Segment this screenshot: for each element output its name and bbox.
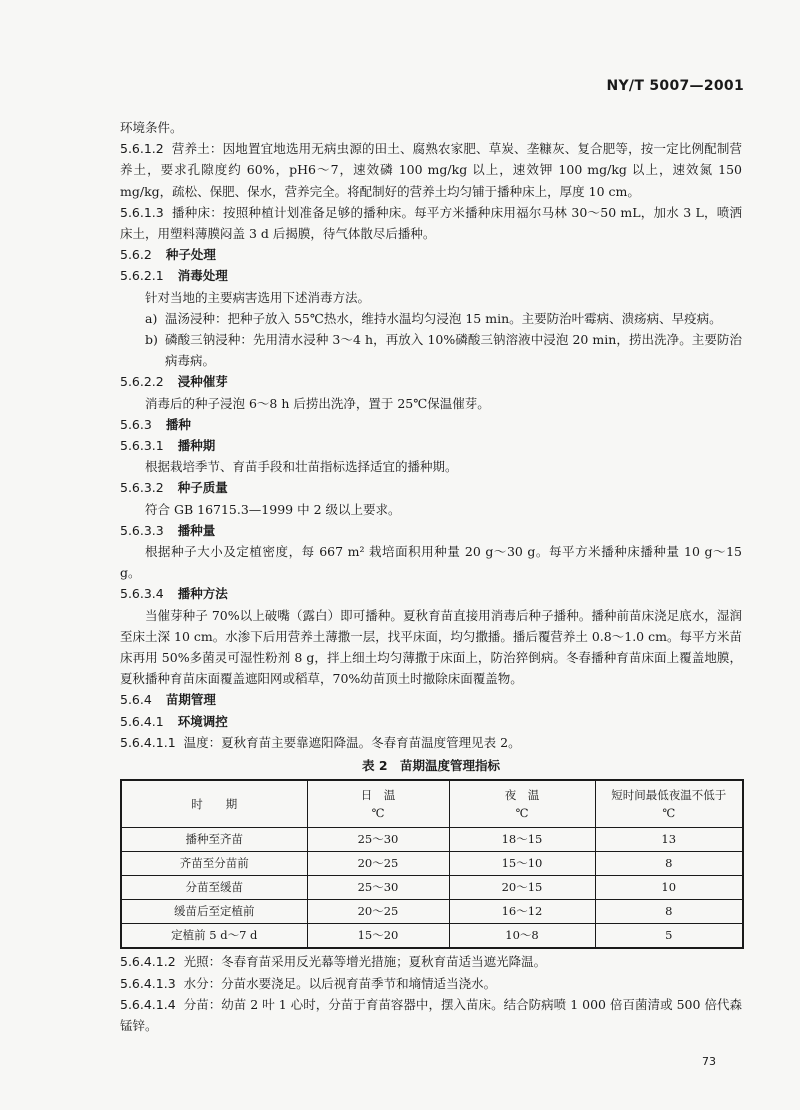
clause-number: 5.6.1.2 [120, 141, 164, 157]
table-cell: 分苗至缓苗 [121, 876, 307, 900]
header-night-temp [449, 780, 595, 828]
heading-5-6-2-2 [120, 371, 742, 392]
list-item-text: 磷酸三钠浸种：先用清水浸种 3～4 h，再放入 10%磷酸三钠溶液中浸泡 20 min，捞出洗净。主要防治病毒病。 [165, 332, 742, 369]
header-period [121, 780, 307, 828]
header-unit: ℃ [371, 806, 385, 821]
clause-text: 分苗：幼苗 2 叶 1 心时，分苗于育苗容器中，摆入苗床。结合防病喷 1 000 倍百菌清或 500 倍代森锰锌。 [120, 996, 742, 1033]
table-cell: 8 [595, 900, 743, 924]
page-number: 73 [702, 1055, 716, 1068]
table-row [121, 852, 743, 876]
heading-number: 5.6.2 [120, 247, 152, 263]
document-body [120, 117, 742, 1036]
paragraph: 根据种子大小及定植密度，每 667 m² 栽培面积用种量 20 g～30 g。每平方米播种床播种量 10 g～15 g。 [120, 544, 742, 581]
heading-5-6-3-1 [120, 435, 742, 456]
clause-number: 5.6.4.1.1 [120, 734, 176, 750]
heading-title: 播种 [165, 416, 191, 432]
table-cell: 25～30 [307, 828, 449, 852]
heading-5-6-3-4 [120, 583, 742, 604]
table-row [121, 876, 743, 900]
table-row [121, 924, 743, 949]
table-cell: 20～15 [449, 876, 595, 900]
header-label: 夜 温 [504, 788, 540, 803]
list-marker: a) [145, 310, 158, 326]
table-cell: 20～25 [307, 852, 449, 876]
heading-title: 环境调控 [177, 713, 228, 729]
table-cell: 20～25 [307, 900, 449, 924]
heading-title: 播种方法 [177, 586, 228, 602]
clause-5-6-4-1-3 [120, 973, 742, 994]
heading-5-6-3-3 [120, 520, 742, 541]
table-cell: 16～12 [449, 900, 595, 924]
table-cell: 8 [595, 852, 743, 876]
table-cell: 定植前 5 d～7 d [121, 924, 307, 949]
heading-number: 5.6.3.1 [120, 438, 164, 454]
table-cell: 25～30 [307, 876, 449, 900]
heading-5-6-4 [120, 689, 742, 710]
heading-5-6-4-1 [120, 711, 742, 732]
table-cell: 10～8 [449, 924, 595, 949]
heading-5-6-3 [120, 414, 742, 435]
header-unit: ℃ [515, 806, 529, 821]
heading-title: 苗期管理 [165, 692, 216, 708]
standard-number: NY/T 5007—2001 [606, 78, 744, 94]
clause-5-6-1-3 [120, 202, 742, 244]
list-marker: b) [145, 332, 158, 348]
temperature-table [120, 779, 744, 949]
clause-5-6-1-2 [120, 138, 742, 202]
clause-5-6-4-1-1 [120, 732, 742, 753]
header-unit: ℃ [662, 806, 676, 821]
heading-number: 5.6.4.1 [120, 713, 164, 729]
clause-text: 营养土：因地置宜地选用无病虫源的田土、腐熟农家肥、草炭、垄糠灰、复合肥等，按一定比例配制营养土，要求孔隙度约 60%，pH6～7，速效磷 100 mg/kg 以上，速效钾 100 mg/kg 以上，速效氮 150 mg/kg，疏松、保肥、保水，营养完全。将配制好的营养土均匀铺于播种床上，厚度 10 cm。 [120, 141, 742, 199]
continuation-line: 环境条件。 [120, 120, 183, 135]
header-label: 时 期 [191, 797, 238, 812]
heading-number: 5.6.3.4 [120, 586, 164, 602]
table-title: 表 2 苗期温度管理指标 [361, 758, 501, 774]
clause-number: 5.6.4.1.3 [120, 975, 176, 991]
heading-title: 种子质量 [177, 480, 228, 496]
heading-number: 5.6.4 [120, 692, 152, 708]
paragraph: 当催芽种子 70%以上破嘴（露白）即可播种。夏秋育苗直接用消毒后种子播种。播种前苗床浇足底水，湿润至床土深 10 cm。水渗下后用营养土薄撒一层，找平床面，均匀撒播。播后覆营养土 0.8～1.0 cm。每平方米苗床再用 50%多菌灵可湿性粉剂 8 g，拌上细土均匀薄撒于床面上，防治猝倒病。冬春播种育苗床面上覆盖地膜，夏秋播种育苗床面覆盖遮阳网或稻草，70%幼苗顶土时撤除床面覆盖物。 [120, 607, 742, 687]
list-item-b [120, 329, 742, 371]
heading-number: 5.6.2.1 [120, 268, 164, 284]
table-cell: 齐苗至分苗前 [121, 852, 307, 876]
clause-number: 5.6.1.3 [120, 204, 164, 220]
clause-number: 5.6.4.1.4 [120, 996, 176, 1012]
header-label: 短时间最低夜温不低于 [611, 788, 727, 803]
clause-text: 温度：夏秋育苗主要靠遮阳降温。冬春育苗温度管理见表 2。 [183, 734, 521, 750]
table-cell: 缓苗后至定植前 [121, 900, 307, 924]
heading-title: 播种量 [177, 522, 216, 538]
clause-number: 5.6.4.1.2 [120, 954, 176, 970]
heading-number: 5.6.2.2 [120, 374, 164, 390]
table-cell: 18～15 [449, 828, 595, 852]
table-cell: 13 [595, 828, 743, 852]
table-cell: 播种至齐苗 [121, 828, 307, 852]
paragraph: 符合 GB 16715.3—1999 中 2 级以上要求。 [145, 501, 401, 517]
paragraph: 针对当地的主要病害选用下述消毒方法。 [145, 289, 371, 305]
heading-number: 5.6.3 [120, 416, 152, 432]
heading-title: 种子处理 [165, 247, 216, 263]
clause-text: 播种床：按照种植计划准备足够的播种床。每平方米播种床用福尔马林 30～50 mL，加水 3 L，喷洒床土，用塑料薄膜闷盖 3 d 后揭膜，待气体散尽后播种。 [120, 204, 742, 242]
heading-title: 消毒处理 [177, 268, 228, 284]
heading-number: 5.6.3.3 [120, 522, 164, 538]
clause-text: 水分：分苗水要浇足。以后视育苗季节和墒情适当浇水。 [183, 975, 497, 991]
list-item-a [120, 308, 742, 329]
header-day-temp [307, 780, 449, 828]
clause-5-6-4-1-4 [120, 994, 742, 1036]
clause-text: 光照：冬春育苗采用反光幕等增光措施；夏秋育苗适当遮光降温。 [183, 954, 547, 970]
header-label: 日 温 [360, 788, 396, 803]
heading-5-6-2 [120, 244, 742, 265]
table-row [121, 900, 743, 924]
heading-title: 浸种催芽 [177, 374, 228, 390]
paragraph: 消毒后的种子浸泡 6～8 h 后捞出洗净，置于 25℃保温催芽。 [145, 395, 490, 411]
table-cell: 15～10 [449, 852, 595, 876]
heading-number: 5.6.3.2 [120, 480, 164, 496]
table-cell: 15～20 [307, 924, 449, 949]
paragraph: 根据栽培季节、育苗手段和壮苗指标选择适宜的播种期。 [145, 459, 458, 475]
heading-title: 播种期 [177, 438, 216, 454]
list-item-text: 温汤浸种：把种子放入 55℃热水，维持水温均匀浸泡 15 min。主要防治叶霉病、溃疡病、早疫病。 [165, 310, 722, 326]
header-min-night-temp [595, 780, 743, 828]
table-header-row [121, 780, 743, 828]
table-cell: 5 [595, 924, 743, 949]
table-cell: 10 [595, 876, 743, 900]
heading-5-6-2-1 [120, 265, 742, 286]
clause-5-6-4-1-2 [120, 951, 742, 972]
table-row [121, 828, 743, 852]
heading-5-6-3-2 [120, 477, 742, 498]
